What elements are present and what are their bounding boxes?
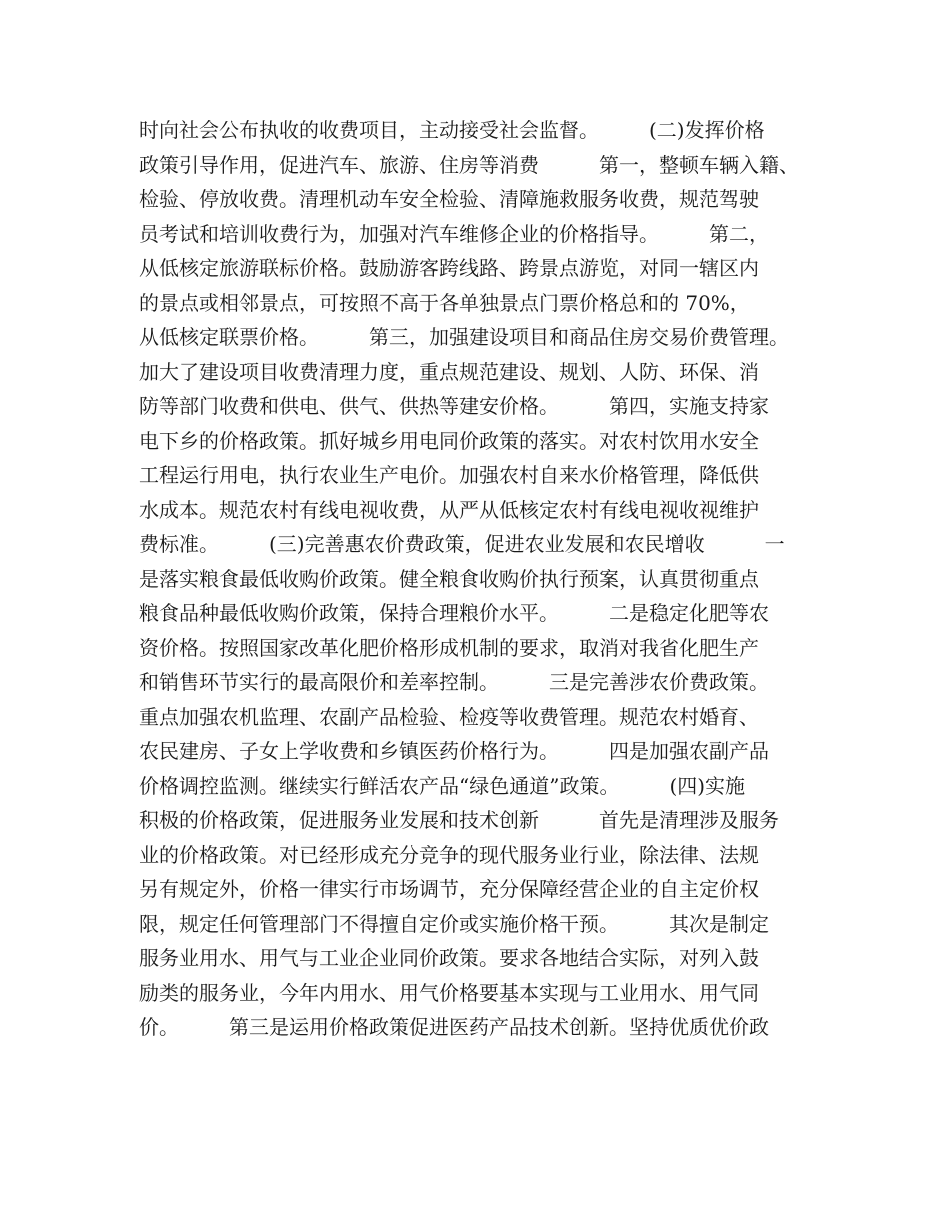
text-line: 从低核定联票价格。 第三，加强建设项目和商品住房交易价费管理。 [139, 325, 789, 349]
text-line: 费标准。 (三)完善惠农价费政策，促进农业发展和农民增收 一 [139, 532, 785, 556]
text-line: 电下乡的价格政策。抓好城乡用电同价政策的落实。对农村饮用水安全 [139, 428, 759, 453]
text-line: 服务业用水、用气与工业企业同价政策。要求各地结合实际，对列入鼓 [139, 946, 759, 970]
text-line: 积极的价格政策，促进服务业发展和技术创新 首先是清理涉及服务 [139, 808, 779, 832]
text-line: 水成本。规范农村有线电视收费，从严从低核定农村有线电视收视维护 [139, 497, 759, 522]
text-line: 价。 第三是运用价格政策促进医药产品技术创新。坚持优质优价政 [139, 1015, 769, 1039]
text-line: 从低核定旅游联标价格。鼓励游客跨线路、跨景点游览，对同一辖区内 [139, 256, 759, 280]
text-line: 励类的服务业，今年内用水、用气价格要基本实现与工业用水、用气同 [139, 980, 759, 1005]
body-text [139, 113, 829, 1045]
text-line: 是落实粮食最低收购价政策。健全粮食收购价执行预案，认真贯彻重点 [139, 566, 759, 591]
text-line: 时向社会公布执收的收费项目，主动接受社会监督。 (二)发挥价格 [139, 118, 765, 142]
text-line: 资价格。按照国家改革化肥价格形成机制的要求，取消对我省化肥生产 [139, 635, 759, 660]
text-line: 的景点或相邻景点，可按照不高于各单独景点门票价格总和的 70%， [139, 290, 750, 315]
text-line: 防等部门收费和供电、供气、供热等建安价格。 第四，实施支持家 [139, 394, 769, 418]
text-line: 限，规定任何管理部门不得擅自定价或实施价格干预。 其次是制定 [139, 911, 769, 936]
text-line: 另有规定外，价格一律实行市场调节，充分保障经营企业的自主定价权 [139, 877, 759, 901]
text-line: 业的价格政策。对已经形成充分竞争的现代服务业行业，除法律、法规 [139, 842, 759, 867]
text-line: 农民建房、子女上学收费和乡镇医药价格行为。 四是加强农副产品 [139, 739, 769, 763]
text-line: 工程运行用电，执行农业生产电价。加强农村自来水价格管理，降低供 [139, 463, 759, 487]
text-line: 加大了建设项目收费清理力度，重点规范建设、规划、人防、环保、消 [139, 359, 759, 384]
text-line: 价格调控监测。继续实行鲜活农产品“绿色通道”政策。 (四)实施 [139, 773, 746, 798]
text-line: 粮食品种最低收购价政策，保持合理粮价水平。 二是稳定化肥等农 [139, 601, 769, 625]
text-line: 政策引导作用，促进汽车、旅游、住房等消费 第一，整顿车辆入籍、 [139, 152, 799, 177]
text-line: 重点加强农机监理、农副产品检验、检疫等收费管理。规范农村婚育、 [139, 704, 759, 729]
text-line: 和销售环节实行的最高限价和差率控制。 三是完善涉农价费政策。 [139, 670, 769, 694]
text-line: 检验、停放收费。清理机动车安全检验、清障施救服务收费，规范驾驶 [139, 187, 759, 211]
text-line: 员考试和培训收费行为，加强对汽车维修企业的价格指导。 第二， [139, 221, 769, 246]
